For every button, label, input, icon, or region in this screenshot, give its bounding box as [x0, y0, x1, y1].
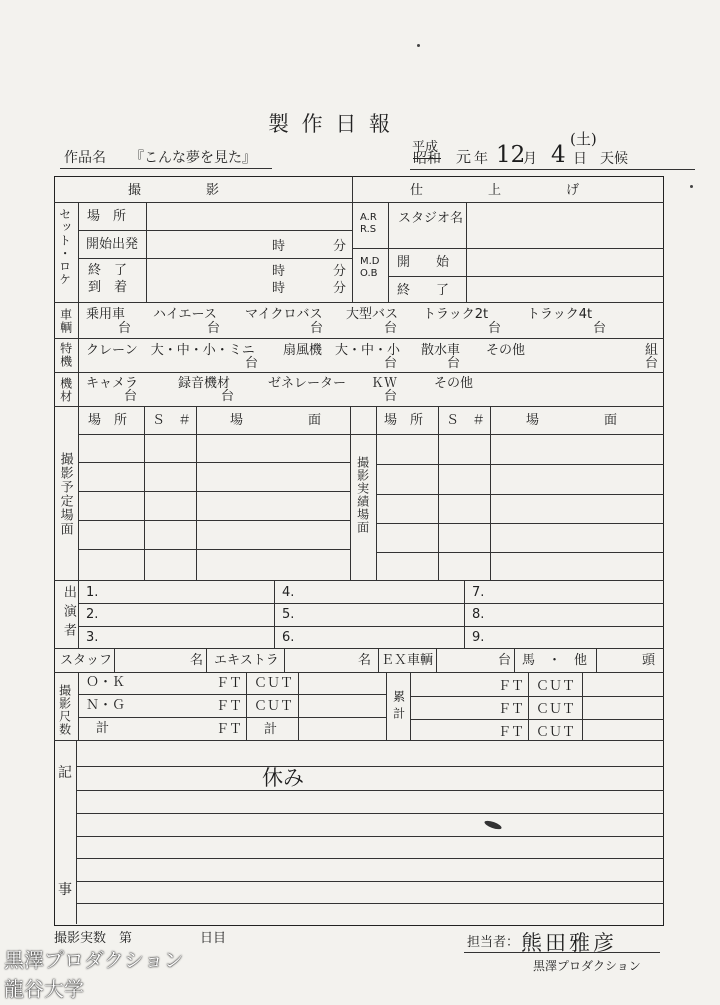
horse-label: 馬 ・ 他	[522, 653, 588, 668]
vehicle-truck2t: トラック2t	[423, 307, 489, 322]
planned-col-place: 場 所	[88, 413, 128, 428]
notes-content: 休み	[262, 766, 304, 790]
special-label: 特機	[58, 342, 73, 368]
watermark-line2: 龍谷大学	[4, 977, 84, 1001]
paper-speck	[690, 185, 693, 188]
set-end-minute: 分	[333, 264, 347, 279]
finish-ar-rs: A.R R.S	[360, 212, 377, 235]
set-arrive-minute: 分	[333, 281, 347, 296]
section-shoot: 撮 影	[128, 183, 220, 198]
vehicle-sedan: 乗用車	[86, 307, 126, 322]
vehicle-unit-1: 台	[118, 321, 132, 336]
vehicle-hiace: ハイエース	[153, 307, 217, 322]
planned-scenes-label: 撮影予定場面	[57, 452, 73, 536]
footage-sum-ft: ＦＴ	[216, 722, 243, 737]
planned-col-scene: 場 面	[230, 413, 322, 428]
vehicle-unit-3: 台	[310, 321, 324, 336]
equip-other: その他	[434, 376, 474, 391]
extra-label: エキストラ	[214, 653, 279, 668]
footage-ok: Ｏ・Ｋ	[86, 675, 126, 690]
cast-8: 8.	[472, 607, 485, 622]
footage-sum-kei: 計	[264, 722, 278, 737]
footage-ok-cut: ＣＵＴ	[254, 676, 294, 691]
date-day: 4	[551, 142, 566, 168]
equip-generator: ゼネレーター	[268, 376, 347, 391]
work-name: 『こんな夢を見た』	[130, 150, 256, 166]
cast-label: 出演者	[60, 585, 76, 642]
actual-scenes-label: 撮影実績場面	[355, 456, 370, 534]
equip-audio: 録音機材	[178, 376, 231, 391]
equipment-label: 機材	[58, 377, 73, 403]
weather-label: 天候	[600, 151, 628, 167]
vehicles-label: 車輌	[58, 308, 73, 334]
footage-ok-ft: ＦＴ	[216, 676, 243, 691]
special-fan: 扇風機 大・中・小	[283, 343, 401, 358]
days-unit: 日目	[200, 931, 227, 946]
set-start-hour: 時	[272, 239, 286, 254]
extra-unit: 名	[358, 653, 372, 668]
cast-9: 9.	[472, 630, 485, 645]
watermark-line1: 黒澤プロダクション	[4, 948, 184, 972]
special-crane: クレーン 大・中・小・ミニ	[86, 343, 255, 358]
date-month-suffix: 月	[523, 151, 537, 167]
set-start-minute: 分	[333, 239, 347, 254]
person-name: 熊田雅彦	[521, 931, 617, 955]
notes-label-bottom: 事	[58, 882, 72, 898]
total-ng-cut: ＣＵＴ	[536, 702, 576, 717]
set-start-label: 開始出発	[86, 237, 139, 252]
horse-unit: 頭	[642, 653, 656, 668]
total-sum-ft: ＦＴ	[498, 725, 525, 740]
vehicle-unit-6: 台	[593, 321, 607, 336]
date-underline	[410, 169, 695, 170]
cast-4: 4.	[282, 585, 295, 600]
footage-total-label: 累計	[391, 690, 406, 724]
date-era-printed: 昭和	[413, 151, 441, 167]
cast-1: 1.	[86, 585, 99, 600]
special-set-unit-1: 組	[645, 343, 659, 358]
days-label: 撮影実数 第	[54, 931, 133, 946]
total-sum-cut: ＣＵＴ	[536, 725, 576, 740]
vehicle-unit-4: 台	[384, 321, 398, 336]
equip-kw: ＫＷ	[371, 376, 398, 391]
finish-end-label: 終 了	[397, 283, 450, 298]
staff-label: スタッフ	[60, 653, 113, 668]
equip-audio-unit: 台	[221, 389, 235, 404]
actual-col-place: 場 所	[384, 413, 424, 428]
vehicle-microbus: マイクロバス	[245, 307, 323, 322]
set-arrive-label: 到 着	[88, 280, 128, 295]
date-day-suffix: 日	[573, 151, 587, 167]
set-end-hour: 時	[272, 264, 286, 279]
cast-7: 7.	[472, 585, 485, 600]
date-year: 元	[456, 148, 472, 166]
cast-5: 5.	[282, 607, 295, 622]
equip-kw-unit: 台	[384, 389, 398, 404]
finish-start-label: 開 始	[397, 255, 450, 270]
special-set-unit-2: 台	[645, 356, 659, 371]
finish-md-ob: M.D O.B	[360, 256, 380, 279]
footage-ng-cut: ＣＵＴ	[254, 699, 294, 714]
paper-speck	[417, 44, 420, 47]
planned-col-s: Ｓ ＃	[152, 413, 192, 428]
set-end-label: 終 了	[88, 263, 128, 278]
special-other: その他	[486, 343, 526, 358]
cast-6: 6.	[282, 630, 295, 645]
work-label: 作品名	[64, 150, 106, 166]
special-water-unit: 台	[447, 356, 461, 371]
total-ng-ft: ＦＴ	[498, 702, 525, 717]
footage-ng: Ｎ・Ｇ	[86, 698, 126, 713]
special-crane-unit: 台	[245, 356, 259, 371]
equip-camera-unit: 台	[124, 389, 138, 404]
footage-label: 撮影尺数	[57, 684, 72, 736]
report-title: 製 作 日 報	[268, 112, 394, 136]
set-place-label: 場 所	[87, 209, 127, 224]
vehicle-unit-2: 台	[207, 321, 221, 336]
special-fan-unit: 台	[384, 356, 398, 371]
set-arrive-hour: 時	[272, 281, 286, 296]
section-finish: 仕 上 げ	[410, 183, 580, 198]
equip-camera: キャメラ	[86, 376, 139, 391]
cast-2: 2.	[86, 607, 99, 622]
date-era-written: 平成	[412, 140, 439, 155]
work-underline	[60, 168, 272, 169]
vehicle-truck4t: トラック4t	[527, 307, 593, 322]
excar-label: ＥＸ車輌	[381, 653, 434, 668]
finish-studio-label: スタジオ名	[398, 211, 464, 226]
cast-3: 3.	[86, 630, 99, 645]
set-loca-label: セット・ロケ	[57, 208, 72, 286]
total-ok-ft: ＦＴ	[498, 679, 525, 694]
company-name: 黒澤プロダクション	[533, 959, 641, 973]
person-label: 担当者：	[467, 935, 520, 950]
special-water: 散水車	[421, 343, 461, 358]
footage-ng-ft: ＦＴ	[216, 699, 243, 714]
vehicle-unit-5: 台	[488, 321, 502, 336]
date-month: 12	[496, 142, 526, 168]
notes-label-top: 記	[58, 765, 72, 781]
staff-unit: 名	[190, 653, 204, 668]
date-year-suffix: 年	[474, 151, 488, 167]
date-weekday: (土)	[570, 130, 597, 148]
total-ok-cut: ＣＵＴ	[536, 679, 576, 694]
actual-col-s: Ｓ ＃	[446, 413, 486, 428]
excar-unit: 台	[498, 653, 512, 668]
vehicle-bus: 大型バス	[346, 307, 399, 322]
actual-col-scene: 場 面	[526, 413, 618, 428]
footage-sum: 計	[96, 721, 110, 736]
